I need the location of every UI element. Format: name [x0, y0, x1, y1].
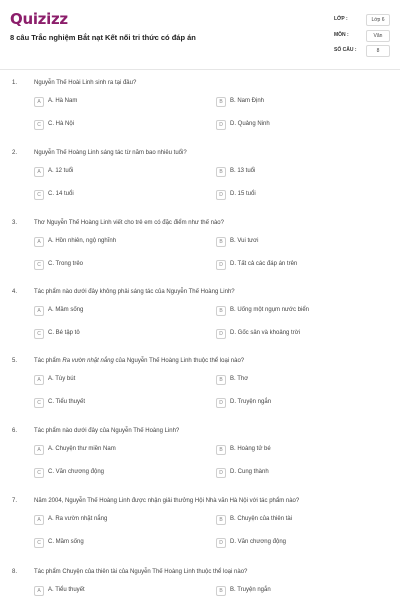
- option-letter: B: [216, 515, 226, 525]
- question-8: [0, 569, 400, 600]
- option-text: D. Cung thành: [230, 469, 269, 475]
- question-text: [34, 358, 394, 364]
- question-number: 7.: [12, 498, 18, 504]
- option-text: A. 12 tuổi: [48, 168, 74, 174]
- option-letter: A: [34, 167, 44, 177]
- option-letter: C: [34, 398, 44, 408]
- option-letter: D: [216, 538, 226, 548]
- question-6: [0, 428, 400, 488]
- question-2: [0, 150, 400, 210]
- option-text: B. Nam Định: [230, 98, 265, 104]
- meta-count-value: 8: [366, 45, 390, 57]
- option-text: A. Chuyện thư miền Nam: [48, 446, 116, 452]
- question-text: Tác phẩm Chuyện của thiên tài của Nguyễn Thế Hoàng Linh thuộc thể loại nào?: [34, 569, 248, 575]
- question-number: 5.: [12, 358, 18, 364]
- option-letter: C: [34, 260, 44, 270]
- option-letter: C: [34, 329, 44, 339]
- meta-grade: [334, 14, 390, 26]
- question-number: 4.: [12, 289, 18, 295]
- option-letter: C: [34, 190, 44, 200]
- question-text-start: Tác phẩm: [34, 358, 63, 364]
- option-text: D. Truyện ngắn: [230, 399, 272, 405]
- option-text: C. Bé tập tô: [48, 330, 80, 336]
- meta-subject-value: Văn: [366, 30, 390, 42]
- option-letter: B: [216, 306, 226, 316]
- option-letter: B: [216, 445, 226, 455]
- option-text: B. Vui tươi: [230, 238, 259, 244]
- option-letter: D: [216, 329, 226, 339]
- option-text: B. 13 tuổi: [230, 168, 256, 174]
- question-text-end: của Nguyễn Thế Hoàng Linh thuộc thể loại nào?: [113, 358, 245, 364]
- option-text: B. Chuyện của thiên tài: [230, 516, 293, 522]
- option-text: A. Hồn nhiên, ngộ nghĩnh: [48, 238, 117, 244]
- option-letter: D: [216, 190, 226, 200]
- question-number: 2.: [12, 150, 18, 156]
- option-letter: A: [34, 306, 44, 316]
- option-letter: A: [34, 237, 44, 247]
- option-letter: A: [34, 375, 44, 385]
- option-letter: C: [34, 120, 44, 130]
- question-number: 8.: [12, 569, 18, 575]
- option-letter: D: [216, 260, 226, 270]
- question-1: [0, 80, 400, 140]
- option-text: B. Thơ: [230, 376, 249, 382]
- option-text: D. Tất cả các đáp án trên: [230, 261, 298, 267]
- question-text: Tác phẩm nào dưới đây của Nguyễn Thế Hoàng Linh?: [34, 428, 180, 434]
- meta-grade-value: Lớp 6: [366, 14, 390, 26]
- question-4: [0, 289, 400, 349]
- option-letter: A: [34, 515, 44, 525]
- option-text: C. Hà Nội: [48, 121, 75, 127]
- meta-grade-key: LỚP :: [334, 16, 348, 22]
- worksheet-header: [0, 0, 400, 70]
- option-letter: C: [34, 468, 44, 478]
- question-text: Tác phẩm nào dưới đây không phải sáng tác của Nguyễn Thế Hoàng Linh?: [34, 289, 235, 295]
- option-letter: B: [216, 237, 226, 247]
- work-title-italic: Ra vườn nhặt nắng: [62, 358, 114, 364]
- question-number: 6.: [12, 428, 18, 434]
- worksheet-title: 8 câu Trắc nghiệm Bắt nạt Kết nối tri thức có đáp án: [10, 33, 196, 42]
- option-text: C. 14 tuổi: [48, 191, 74, 197]
- meta-question-count: [334, 45, 390, 57]
- option-text: C. Tiểu thuyết: [48, 399, 86, 405]
- question-number: 3.: [12, 220, 18, 226]
- option-text: A. Ra vườn nhặt nắng: [48, 516, 108, 522]
- question-text: Nguyễn Thế Hoài Linh sinh ra tại đâu?: [34, 80, 137, 86]
- option-letter: D: [216, 398, 226, 408]
- option-text: A. Hà Nam: [48, 98, 78, 104]
- option-letter: A: [34, 586, 44, 596]
- question-5: [0, 358, 400, 418]
- option-letter: A: [34, 97, 44, 107]
- question-text: Nguyễn Thế Hoàng Linh sáng tác từ năm bao nhiêu tuổi?: [34, 150, 187, 156]
- option-text: A. Tiểu thuyết: [48, 587, 85, 593]
- option-text: C. Mầm sống: [48, 539, 84, 545]
- option-text: B. Uống một ngụm nước biển: [230, 307, 309, 313]
- option-letter: C: [34, 538, 44, 548]
- option-letter: D: [216, 468, 226, 478]
- option-text: D. Văn chương động: [230, 539, 286, 545]
- quizizz-logo[interactable]: Quizizz: [10, 10, 68, 28]
- meta-subject: [334, 30, 390, 42]
- option-text: A. Tùy bút: [48, 376, 76, 382]
- option-text: A. Mầm sống: [48, 307, 84, 313]
- option-text: B. Hoàng tử bé: [230, 446, 271, 452]
- option-text: D. 15 tuổi: [230, 191, 256, 197]
- option-letter: D: [216, 120, 226, 130]
- option-text: C. Văn chương động: [48, 469, 104, 475]
- meta-count-key: SỐ CÂU :: [334, 47, 357, 53]
- question-text: Năm 2004, Nguyễn Thế Hoàng Linh được nhận giải thưởng Hội Nhà văn Hà Nội với tác phẩm nào?: [34, 498, 300, 504]
- option-text: C. Trong trẻo: [48, 261, 84, 267]
- option-letter: B: [216, 97, 226, 107]
- question-3: [0, 220, 400, 280]
- option-text: B. Truyện ngắn: [230, 587, 271, 593]
- option-text: D. Gốc sân và khoảng trời: [230, 330, 300, 336]
- option-letter: B: [216, 167, 226, 177]
- option-text: D. Quảng Ninh: [230, 121, 270, 127]
- question-7: [0, 498, 400, 558]
- question-text: Thơ Nguyễn Thế Hoàng Linh viết cho trẻ em có đặc điểm như thế nào?: [34, 220, 224, 226]
- option-letter: B: [216, 586, 226, 596]
- question-number: 1.: [12, 80, 18, 86]
- meta-subject-key: MÔN :: [334, 32, 349, 38]
- option-letter: B: [216, 375, 226, 385]
- option-letter: A: [34, 445, 44, 455]
